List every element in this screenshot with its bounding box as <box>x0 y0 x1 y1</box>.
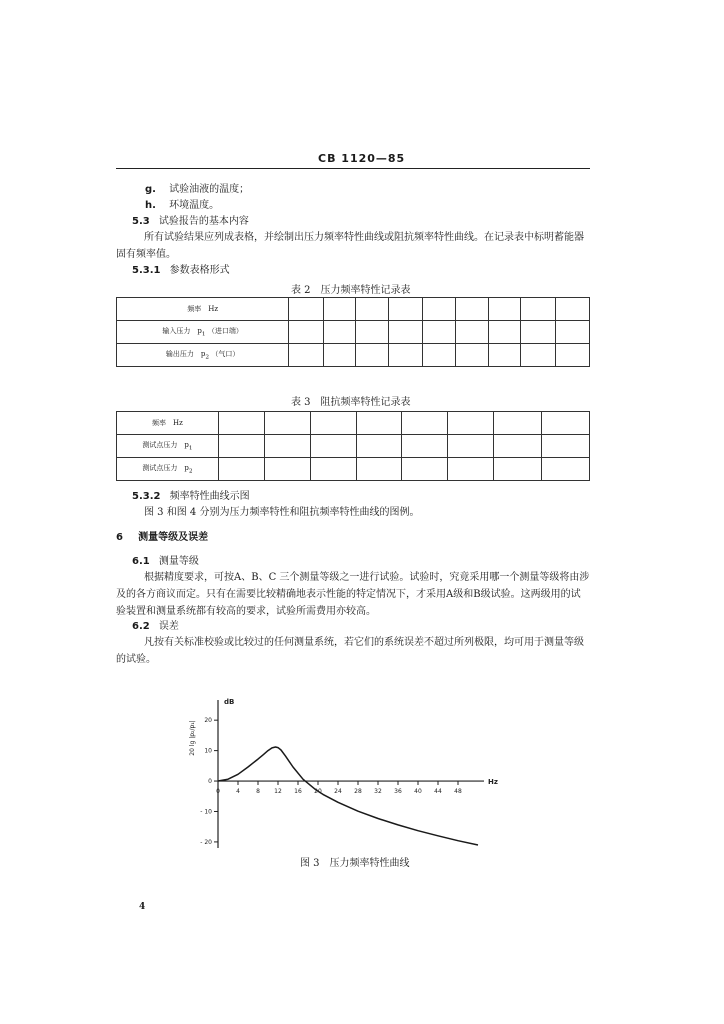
section-number: 6 <box>116 532 123 543</box>
section-title: 参数表格形式 <box>169 265 230 276</box>
item-h-text: 环境温度。 <box>169 200 220 211</box>
x-tick-label: 44 <box>434 788 442 796</box>
section-title: 频率特性曲线示图 <box>169 491 250 502</box>
section-5-3-2-body: 图 3 和图 4 分别为压力频率特性和阻抗频率特性曲线的图例。 <box>144 507 420 518</box>
item-h <box>145 199 219 212</box>
y-tick-label: 10 <box>204 747 212 755</box>
section-6-2-body: 凡按有关标准校验或比较过的任何测量系统，若它们的系统误差不超过所列极限，均可用于测量等级的试验。 <box>116 637 584 665</box>
table-row <box>117 344 590 367</box>
x-tick-label: 8 <box>256 788 260 796</box>
section-title: 误差 <box>158 621 179 632</box>
table-row <box>117 435 590 458</box>
table-3-row-label: 测试点压力 $p_1$ <box>117 435 219 458</box>
section-6-heading <box>116 531 208 544</box>
section-6-1-body: 根据精度要求，可按A、B、C 三个测量等级之一进行试验。试验时，究竟采用哪一个测量等级将由涉及的各方商议而定。只有在需要比较精确地表示性能的特定情况下，才采用A级和B级试验。这两级用的试验装置和测量系统都有较高的要求，试验所需费用亦较高。 <box>116 572 590 617</box>
standard-code: CB 1120—85 <box>318 152 406 165</box>
x-tick-label: 32 <box>374 788 382 796</box>
section-number: 5.3.1 <box>132 265 161 276</box>
section-5-3-1-heading <box>132 264 230 277</box>
figure-3-caption: 图 3 压力频率特性曲线 <box>300 858 410 869</box>
y-tick-label: 0 <box>208 778 212 786</box>
y-unit-label: dB <box>224 698 235 706</box>
header-rule <box>116 168 590 169</box>
table-2 <box>116 297 590 367</box>
x-tick-label: 4 <box>236 788 240 796</box>
x-tick-label: 20 <box>314 788 322 796</box>
table-row <box>117 412 590 435</box>
section-5-3-2-heading <box>132 490 250 503</box>
table-3 <box>116 411 590 481</box>
y-tick-label: - 20 <box>200 838 212 846</box>
x-tick-label: 12 <box>274 788 282 796</box>
item-g-text: 试验油液的温度； <box>169 184 250 195</box>
series-line <box>218 747 478 845</box>
section-title: 测量等级 <box>158 556 199 567</box>
section-5-3-body: 所有试验结果应列成表格，并绘制出压力频率特性曲线或阻抗频率特性曲线。在记录表中标明蓄能器固有频率值。 <box>116 232 584 260</box>
y-tick-label: - 10 <box>200 808 212 816</box>
x-tick-label: 16 <box>294 788 302 796</box>
section-number: 5.3.2 <box>132 491 161 502</box>
x-tick-label: 40 <box>414 788 422 796</box>
table-2-caption: 表 2 压力频率特性记录表 <box>291 285 411 296</box>
table-3-row-label: 测试点压力 $p_2$ <box>117 458 219 481</box>
item-g-label: g. <box>145 184 156 195</box>
x-unit-label: Hz <box>488 778 498 787</box>
item-g <box>145 183 249 196</box>
table-row <box>117 298 590 321</box>
x-tick-label: 28 <box>354 788 362 796</box>
table-row <box>117 321 590 344</box>
table-3-caption: 表 3 阻抗频率特性记录表 <box>291 397 411 408</box>
section-6-1-heading <box>132 555 199 568</box>
section-title: 测量等级及误差 <box>138 532 209 543</box>
figure-3-chart <box>0 690 724 870</box>
section-number: 6.1 <box>132 556 150 567</box>
x-tick-label: 0 <box>216 788 220 796</box>
x-tick-label: 36 <box>394 788 402 796</box>
page-number: 4 <box>139 902 146 912</box>
section-5-3-heading <box>132 215 249 228</box>
section-number: 5.3 <box>132 216 150 227</box>
y-tick-label: 20 <box>204 717 212 725</box>
table-2-row-label: 输入压力 $p_1$ （进口端） <box>117 321 289 344</box>
table-row <box>117 458 590 481</box>
x-tick-label: 24 <box>334 788 342 796</box>
table-2-row-label: 输出压力 $p_2$ （气口） <box>117 344 289 367</box>
x-tick-label: 48 <box>454 788 462 796</box>
table-3-row-label: 频率 Hz <box>117 412 219 435</box>
section-number: 6.2 <box>132 621 150 632</box>
y-axis-label: 20 lg |p₂/p₁| <box>189 720 196 756</box>
section-title: 试验报告的基本内容 <box>158 216 249 227</box>
table-2-row-label: 频率 Hz <box>117 298 289 321</box>
section-6-2-heading <box>132 620 179 633</box>
item-h-label: h. <box>145 200 156 211</box>
